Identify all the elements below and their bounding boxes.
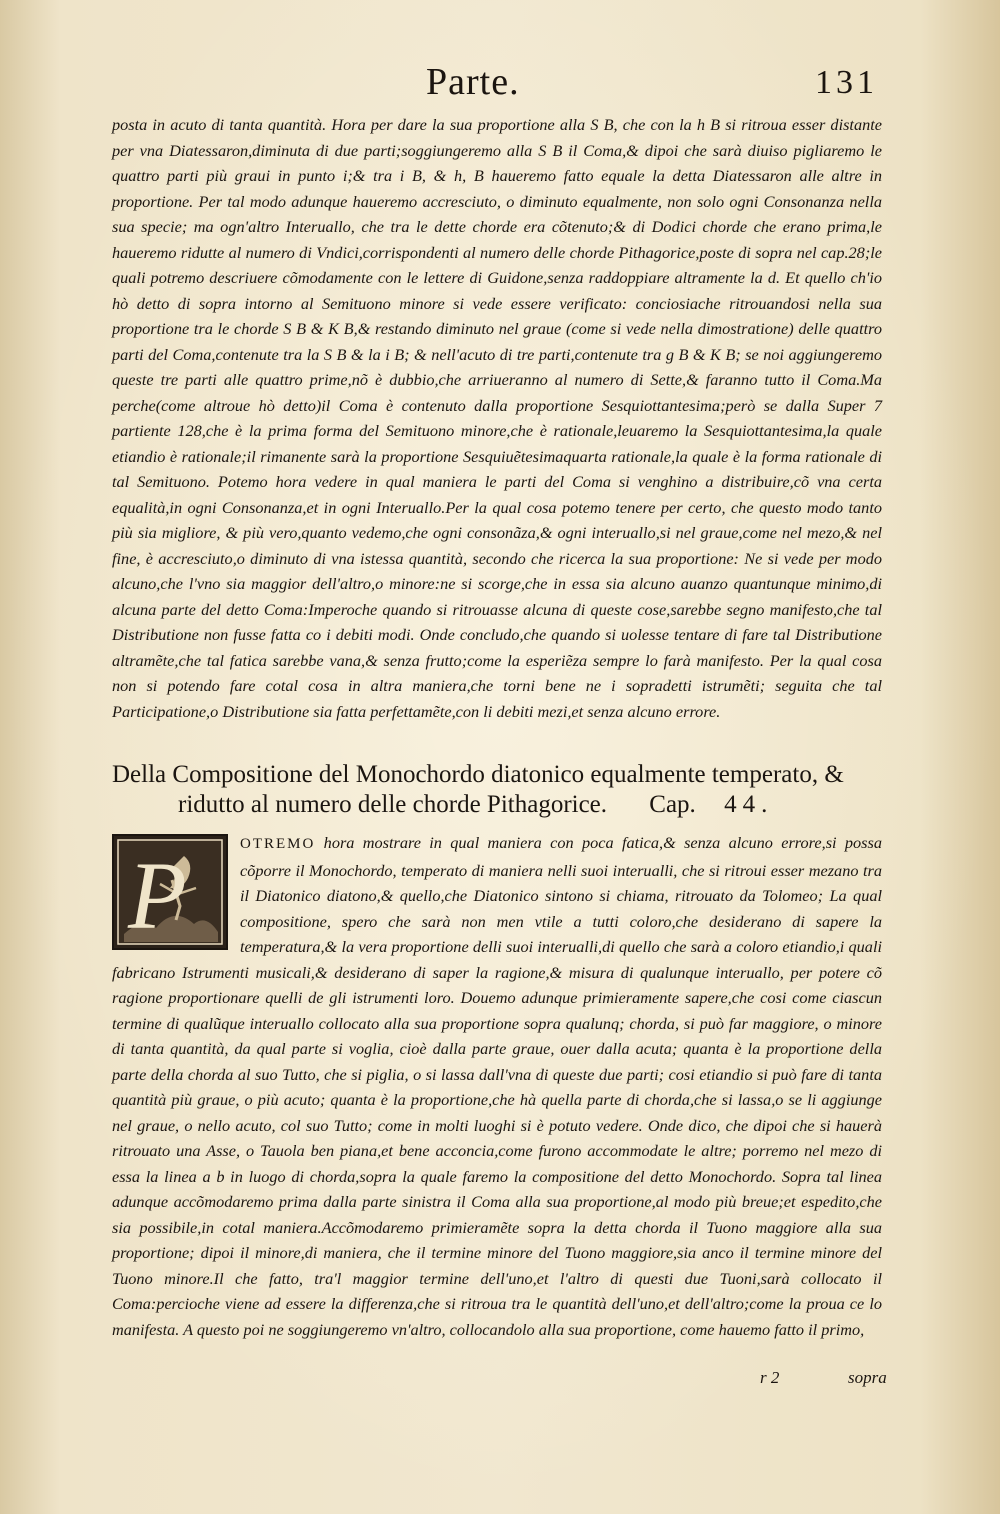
chapter-number: 44. [724, 791, 774, 818]
decorated-initial-icon [112, 834, 228, 950]
initial-letter: P [128, 842, 187, 948]
page-number: 131 [815, 64, 878, 101]
chapter-cap-label: Cap. [649, 791, 696, 818]
page-header [0, 60, 1000, 110]
section-paragraph [112, 830, 882, 1342]
section-text: hora mostrare in qual maniera con poca fatica,& senza alcuno errore,si possa cõporre il Monochordo, temperato di maniera nelli suoi interualli, che si ritroui esser mezano tra il Diatonico diatono,& quello,che Diatonico sintono si chiama, ritrouato da Tolomeo; La qual compositione, spero che sarà non men vtile a tutti coloro,che desiderano di sapere la temperatura,& la vera proportione delli suoi interualli,di quello che sarà a coloro etiandio,i quali fabricano Istrumenti musicali,& desiderano di saper la ragione,& misura di qualunque interuallo, per potere cõ ragione proportionare quelli de gli istrumenti loro. Douemo adunque primieramente sapere,che cosi come ciascun termine di qualũque interuallo collocato alla sua proportione sopra qualunq; chorda, si può far maggiore, o minore di tanta quantità, da qual parte si voglia, cioè dalla parte graue, ouer dalla acuta; quanta è la proportione della parte della chorda al suo Tutto, che si piglia, o si lassa dall'vna di queste due parti; cosi etiandio si può fare di tanta quantità più graue, o più acuto; quanta è la proportione,che hà quella parte di chorda,che si lassa,o se li aggiunge nel graue, o nello acuto, col suo Tutto; come in molti luoghi si è potuto vedere. Onde dico, che dipoi che si hauerà ritrouato una Asse, o Tauola ben piana,et bene acconcia,come furono accommodate le altre; porremo nel mezo di essa la linea a b in luogo di chorda,sopra la quale faremo la compositione del detto Monochordo. Sopra tal linea adunque accõmodaremo prima dalla parte sinistra il Coma alla sua proportione,al modo più breue;et espedito,che sia possibile,in cotal maniera.Accõmodaremo primieramẽte sopra la detta chorda il Tuono maggiore alla sua proportione; dipoi il minore,di maniera, che il termine minore del Tuono maggiore,sia anco il termine minore del Tuono minore.Il che fatto, tra'l maggior termine dell'uno,et l'altro di questi due Tuoni,sarà collocato il Coma:percioche viene ad essere la differenza,che si ritroua tra le quantità dell'uno,et dell'altro;come la proua ce lo manifesta. A questo poi ne soggiungeremo vn'altro, collocandolo alla sua proportione, come hauemo fatto il primo, [112, 833, 882, 1339]
chapter-heading [112, 760, 892, 820]
chapter-title-line2-wrap [112, 790, 892, 820]
opening-word: OTREMO [240, 836, 316, 852]
paragraph-text: posta in acuto di tanta quantità. Hora per dare la sua proportione alla S B, che con la h B si ritroua esser distante per vna Diatessaron,diminuta di due parti;soggiungeremo alla S B il Coma,& dipoi che sarà diuiso pigliaremo le quattro parti più graui in punto i;& tra i B, & h, B haueremo fatto equale la detta Diatessaron alle altre in proportione. Per tal modo adunque haueremo accresciuto, o diminuto equalmente, non solo ogni Consonanza nella sua specie; ma ogn'altro Interuallo, che tra le dette chorde era cõtenuto;& di Dodici chorde che erano prima,le haueremo ridutte al numero di Vndici,corrispondenti al numero delle chorde Pithagorice,poste di sopra nel cap.28;le quali potremo descriuere cõmodamente con le lettere di Guidone,senza raddoppiare altramente la d. Et quello ch'io hò detto di sopra intorno al Semituono minore si vede essere verificato: conciosiache ritrouandosi nella sua proportione tra le chorde S B & K B,& restando diminuto nel graue (come si vede nella dimostratione) delle quattro parti del Coma,contenute tra la S B & la i B; & nell'acuto di tre parti,contenute tra g B & K B; se noi aggiungeremo queste tre parti alle quattro prime,nõ è dubbio,che arriueranno al numero di Sette,& faranno tutto il Coma.Ma perche(come altroue hò detto)il Coma è contenuto dalla proportione Sesquiottantesima;però se dalla Super 7 partiente 128,che è la prima forma del Semituono minore,che è rationale,leuaremo la Sesquiottantesima,la quale etiandio è rationale;il rimanente sarà la proportione Sesquiuẽtesimaquarta rationale,la quale è la forma rationale di tal Semituono. Potemo hora vedere in qual maniera le parti del Coma si venghino a distribuire,cõ vna certa equalità,in ogni Consonanza,et in ogni Interuallo.Per la qual cosa potemo tenere per certo, che questo modo tanto più sia migliore, & più vero,quanto vedemo,che ogni consonãza,& ogni interuallo,si nel graue,come nel mezo,& nel fine, è accresciuto,o diminuto di vna istessa quantità, secondo che ricerca la sua proportione: Ne si vede per modo alcuno,che l'vno sia maggior dell'altro,o minore:ne si scorge,che in essa sia alcuno auanzo quantunque minimo,di alcuna parte del detto Coma:Imperoche quando si ritrouasse alcuna di queste cose,sarebbe segno manifesto,che tal Distributione non fusse fatta co i debiti modi. Onde concludo,che quando si uolesse tentare di fare tal Distributione altramẽte,che tal fatica sarebbe vana,& senza frutto;come la esperiẽza sempre lo farà manifesto. Per la qual cosa non si potendo fare cotal cosa in altra maniera,che torni bene ne i sopradetti istrumẽti; seguita che tal Participatione,o Distributione sia fatta perfettamẽte,con li debiti mezi,et senza alcuno errore. [112, 115, 882, 721]
body-paragraph [112, 112, 882, 724]
signature-mark: r 2 [760, 1368, 780, 1387]
chapter-title-line2: ridutto al numero delle chorde Pithagorice. [178, 791, 608, 818]
running-head: Parte. [426, 61, 520, 103]
chapter-title-line1: Della Compositione del Monochordo diatonico equalmente temperato, & [112, 761, 844, 788]
catchword: sopra [848, 1368, 887, 1387]
